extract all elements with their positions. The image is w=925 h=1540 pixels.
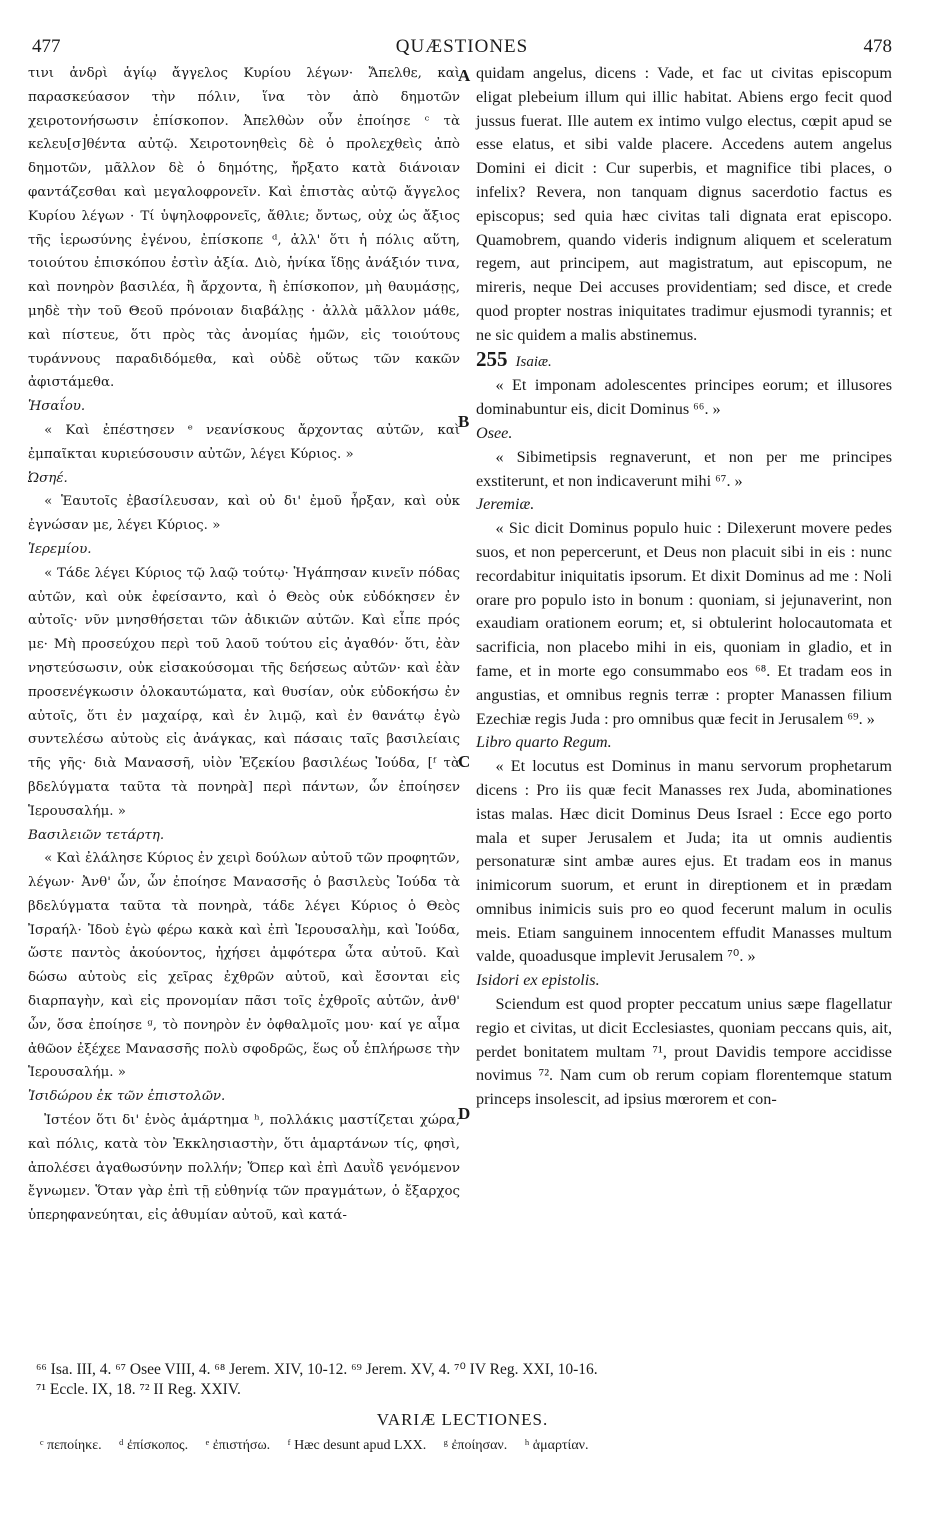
variant-item: ᵍ ἐποίησαν. (443, 1438, 508, 1453)
variant-item: ᶜ πεποίηκε. (40, 1438, 102, 1453)
variant-item: ᵈ ἐπίσκοπος. (119, 1438, 189, 1453)
margin-marker-a: A (458, 66, 471, 85)
latin-heading-isaiae (476, 348, 892, 375)
latin-heading-isaiae-label: Isaiæ. (515, 353, 552, 370)
variae-lectiones-title: VARIÆ LECTIONES. (376, 1410, 549, 1429)
latin-heading-jeremiae: Jeremiæ. (476, 495, 535, 514)
greek-heading-basileion: Βασιλειῶν τετάρτη. (28, 827, 165, 843)
greek-heading-isidorou: Ἰσιδώρου ἐκ τῶν ἐπιστολῶν. (28, 1089, 226, 1105)
greek-heading-isaiou: Ἡσαΐου. (28, 399, 86, 415)
greek-heading-osee: Ὠσηέ. (28, 470, 68, 486)
margin-marker-d: D (458, 1104, 471, 1123)
footnotes-line-1: ⁶⁶ Isa. III, 4. ⁶⁷ Osee VIII, 4. ⁶⁸ Jerem. XIV, 10-12. ⁶⁹ Jerem. XV, 4. ⁷⁰ IV Reg. XXI, 10-16. (36, 1361, 598, 1378)
latin-heading-isidori: Isidori ex epistolis. (476, 971, 600, 990)
page-number-right: 478 (863, 36, 892, 57)
greek-quote-isaiou: « Καὶ ἐπέστησεν ᵉ νεανίσκους ἄρχοντας αὐτῶν, καὶ ἐμπαῖκται κυριεύσουσιν αὐτῶν, λέγει Κύριος. » (28, 422, 460, 462)
variant-item: ʰ ἁμαρτίαν. (524, 1438, 589, 1453)
variae-lectiones (40, 1438, 900, 1454)
footnotes-line-2: ⁷¹ Eccle. IX, 18. ⁷² II Reg. XXIV. (36, 1381, 241, 1398)
latin-paragraph-intro: quidam angelus, dicens : Vade, et fac ut civitas episcopum eligat plebeium illum qui illic habitat. Abiens ergo fecit quod jussus fuerat. Ille autem ex intimo vulgo electus, cœpit apud se esse elatus, et sibi valde placere. Accedens autem angelus Domini ei dicit : Cur superbis, et magnifice tibi places, o infelix? Revera, non tanquam dignus sacerdotio factus es episcopus; sed quia hæc civitas tali dignata erat episcopo. Quamobrem, quando videris indignum aliquem et sceleratum regem, aut principem, aut magistratum, aut episcopum, ne mireris, neque Dei accuses providentiam; sed disce, et crede quod propter nostras iniquitates tradimur ejusmodi tyrannis; et ne sic quidem a malis abstinemus. (476, 64, 892, 344)
latin-quote-jeremiae: « Sic dicit Dominus populo huic : Dilexerunt movere pedes suos, et non pepercerunt, et Deus non placuit sibi in eis : nunc recordabitur iniquitatis ipsorum. Et dixit Dominus ad me : Noli orare pro populo isto in bonum : quoniam, si jejunaverint, non exaudiam orationem eorum; et, si obtulerint holocautomata et sacrificia, non placebo mihi in eis, quoniam in gladio, et in fame, et in morte ego consummabo eos ⁶⁸. Et tradam eos in angustias, et omnibus regnis terræ : propter Manassen filium Ezechiæ regis Juda : pro omnibus quæ fecit in Jerusalem ⁶⁹. » (476, 519, 892, 728)
latin-quote-regum: « Et locutus est Dominus in manu servorum prophetarum dicens : Pro iis quæ fecit Manasses rex Juda, abominationes istas malas. Hæc dicit Dominus Deus Israel : Ecce ego porto mala et super Jerusalem et Juda; ita ut omnis audientis personaturæ sint ambæ aures ejus. Et tradam eos in manus inimicorum suorum, et erunt in direptionem et in prædam omnibus inimicis suis pro eo quod fecerunt malum in oculis meis. Etiam sanguinem innocentem effudit Manasses multum valde, quoadusque implevit Jerusalem ⁷⁰. » (476, 757, 892, 966)
margin-marker-c: C (458, 752, 471, 771)
latin-paragraph-isidori: Sciendum est quod propter peccatum unius sæpe flagellatur regio et civitas, ut dicit Ecclesiastes, quoniam peccans quis, ait, perdet bonitatem multam ⁷¹, prout Davidis tempore accidisse novimus ⁷². Nam cum ob rerum copiam florentemque statum princeps insolescit, ad ipsius mœrorem et con- (476, 995, 892, 1109)
latin-quote-osee: « Sibimetipsis regnaverunt, et non per me principes exstiterunt, et non indicaverunt mihi ⁶⁷. » (476, 447, 892, 490)
latin-column (476, 62, 892, 1112)
greek-heading-ieremiou: Ἱερεμίου. (28, 541, 92, 557)
greek-quote-ieremiou: « Τάδε λέγει Κύριος τῷ λαῷ τούτῳ· Ἠγάπησαν κινεῖν πόδας αὐτῶν, καὶ οὐκ ἐφείσαντο, καὶ ὁ Θεὸς οὐκ εὐδόκησεν ἐν αὐτοῖς· νῦν μνησθήσεται τῶν ἀδικιῶν αὐτῶν. Καὶ εἶπε πρός με· Μὴ προσεύχου περὶ τοῦ λαοῦ τούτου εἰς ἀγαθόν· ὅτι, ἐὰν νηστεύσωσιν, οὐκ εἰσακούσομαι τῆς δεήσεως αὐτῶν· καὶ ἐὰν προσενέγκωσιν ὁλοκαυτώματα, καὶ θυσίαν, οὐκ εὐδοκήσω ἐν αὐτοῖς, ὅτι ἐν μαχαίρᾳ, καὶ ἐν λιμῷ, καὶ ἐν θανάτῳ ἐγὼ συντελέσω αὐτοὺς εἰς ἀνάγκας, καὶ πάσαις ταῖς βασιλείαις τῆς γῆς· διὰ Μανασσῆ, υἱὸν Ἐζεκίου βασιλέως Ἰούδα, [ᶠ τὰ βδελύγματα ταῦτα τὰ πονηρὰ] περὶ πάντων, ὧν ἐποίησεν Ἱερουσαλήμ. » (28, 565, 460, 819)
running-title: QUÆSTIONES (395, 36, 529, 57)
greek-column (28, 62, 460, 1228)
page-header (32, 36, 892, 60)
greek-paragraph-isidorou: Ἰστέον ὅτι δι' ἑνὸς ἁμάρτημα ʰ, πολλάκις μαστίζεται χώρα, καὶ πόλις, κατὰ τὸν Ἐκκλησιαστὴν, ὅτι ἁμαρτάνων τίς, φησὶ, ἀπολέσει ἀγαθωσύνην πολλήν; Ὅπερ καὶ ἐπὶ Δαυῒδ γενόμενον ἔγνωμεν. Ὅταν γὰρ ἐπὶ τῇ εὐθηνίᾳ τῶν πραγμάτων, ὁ ἔξαρχος ὑπερηφανεύηται, εἰς ἀθυμίαν αὐτοῦ, καὶ κατά- (28, 1113, 460, 1224)
variant-item: ᵉ ἐπιστήσω. (205, 1438, 271, 1453)
greek-paragraph-intro: τινι ἀνδρὶ ἁγίῳ ἄγγελος Κυρίου λέγων· Ἄπελθε, καὶ παρασκεύασον τὴν πόλιν, ἵνα τὸν ἀπὸ δημοτῶν χειροτονήσωσιν ἐπίσκοπον. Ἀπελθὼν οὖν ἐποίησε ᶜ τὰ κελευ[σ]θέντα αὐτῷ. Χειροτονηθεὶς δὲ ὁ προλεχθεὶς ἀπὸ δημοτῶν, μᾶλλον δὲ ὁ δημότης, ἤρξατο κατὰ διάνοιαν φαντάζεσθαι καὶ μεγαλοφρονεῖν. Καὶ ἐπιστὰς αὐτῷ ἄγγελος Κυρίου λέγων · Τί ὑψηλοφρονεῖς, ἄθλιε; ὄντως, οὐχ ὡς ἄξιος τῆς ἱερωσύνης ἐγένου, ἐπίσκοπε ᵈ, ἀλλ' ὅτι ἡ πόλις αὕτη, τοιούτου ἐπισκόπου ἐστὶν ἀξία. Διὸ, ἡνίκα ἴδῃς ἀνάξιόν τινα, καὶ πονηρὸν βασιλέα, ἢ ἄρχοντα, ἢ ἐπίσκοπον, μὴ θαυμάσῃς, μηδὲ τὴν τοῦ Θεοῦ πρόνοιαν διαβάλῃς · ἀλλὰ μᾶλλον μάθε, καὶ πίστευε, ὅτι πρὸς τὰς ἀνομίας ἡμῶν, εἰς τοιούτους τυράννους παραδιδόμεθα, καὶ οὐδὲ οὕτως τῶν κακῶν ἀφιστάμεθα. (28, 66, 460, 391)
variant-item: ᶠ Hæc desunt apud LXX. (287, 1438, 427, 1453)
greek-quote-basileion: « Καὶ ἐλάλησε Κύριος ἐν χειρὶ δούλων αὐτοῦ τῶν προφητῶν, λέγων· Ἀνθ' ὧν, ὧν ἐποίησε Μανασσῆς ὁ βασιλεὺς Ἰούδα τὰ βδελύγματα ταῦτα τὰ πονηρὰ, τάδε λέγει Κύριος ὁ Θεὸς Ἰσραήλ· Ἰδοὺ ἐγὼ φέρω κακὰ καὶ ἐπὶ Ἱερουσαλὴμ, καὶ Ἰούδα, ὥστε παντὸς ἀκούοντος, ἠχήσει ἀμφότερα ὦτα αὐτοῦ. Καὶ δώσω αὐτοὺς εἰς χεῖρας ἐχθρῶν αὐτοῦ, καὶ ἔσονται εἰς διαρπαγὴν, καὶ εἰς προνομίαν πᾶσι τοῖς ἐχθροῖς αὐτῶν, ἀνθ' ὧν, ὅσα ἐποίησε ᵍ, τὸ πονηρὸν ἐν ὀφθαλμοῖς μου· καί γε αἷμα ἀθῶον ἐξέχεε Μανασσῆς πολὺ σφοδρῶς, ἕως οὗ ἐπλήρωσε τὴν Ἱερουσαλήμ. » (28, 851, 460, 1081)
greek-quote-osee: « Ἑαυτοῖς ἐβασίλευσαν, καὶ οὐ δι' ἐμοῦ ἦρξαν, καὶ οὐκ ἐγνώσαν με, λέγει Κύριος. » (28, 494, 460, 534)
latin-quote-isaiae: « Et imponam adolescentes principes eorum; et illusores dominabuntur eis, dicit Dominus ⁶⁶. » (476, 376, 892, 419)
column-number: 255 (476, 346, 508, 371)
footnotes (36, 1360, 896, 1400)
margin-marker-b: B (458, 412, 470, 431)
page-number-left: 477 (32, 36, 61, 57)
latin-heading-regum: Libro quarto Regum. (476, 733, 612, 752)
latin-heading-osee: Osee. (476, 423, 513, 442)
